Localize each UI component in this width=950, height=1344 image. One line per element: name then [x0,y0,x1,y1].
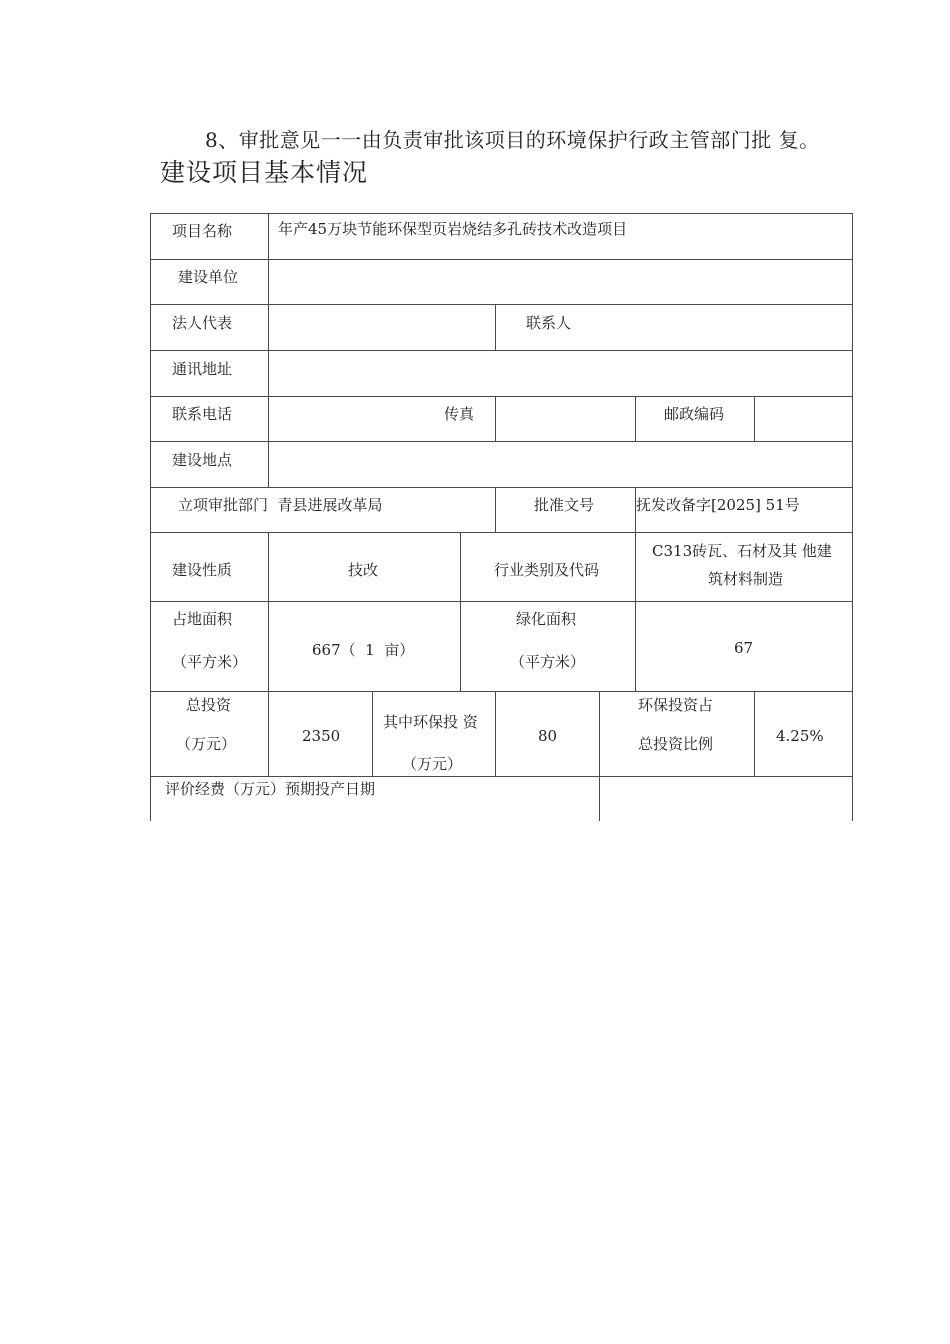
table-rule [150,776,853,777]
invest-value: 2350 [302,727,341,745]
table-rule [754,396,755,441]
contact-label: 联系人 [526,314,572,332]
invest-label-line2: （万元） [176,735,237,753]
postal-code-label: 邮政编码 [664,405,725,423]
table-rule [150,487,853,488]
industry-label: 行业类别及代码 [494,561,600,579]
table-rule [150,350,853,351]
project-name-label: 项目名称 [172,222,233,240]
table-rule [495,396,496,441]
nature-label: 建设性质 [172,561,233,579]
area-value: 667（ 1 亩） [312,641,415,659]
table-rule [372,691,373,776]
section-title: 建设项目基本情况 [160,158,369,187]
invest-label-line1: 总投资 [186,696,232,714]
area-label-line1: 占地面积 [172,610,233,628]
green-label-line2: （平方米） [510,653,586,671]
table-rule [268,213,269,487]
env-invest-label-line1: 其中环保投 资 [383,713,478,731]
nature-value: 技改 [348,561,379,579]
table-rule [150,304,853,305]
green-value: 67 [734,639,754,657]
table-rule [150,259,853,260]
evaluation-cost-and-date: 评价经费（万元）预期投产日期 [165,780,376,798]
ratio-label-line2: 总投资比例 [638,735,714,753]
table-rule [599,691,600,821]
table-rule [635,396,636,441]
ratio-label-line1: 环保投资占 [638,696,714,714]
approval-dept: 立项审批部门 青县进展改革局 [178,496,383,514]
table-rule [495,304,496,350]
table-rule [150,601,853,602]
table-rule [268,532,269,776]
area-label-line2: （平方米） [172,653,248,671]
green-label-line1: 绿化面积 [516,610,577,628]
table-rule [150,213,853,214]
ratio-value: 4.25% [776,727,824,745]
table-rule [150,532,853,533]
approval-no-label: 批准文号 [534,496,595,514]
construction-unit-label: 建设单位 [178,268,239,286]
table-rule [635,532,636,691]
table-rule [495,691,496,776]
intro-paragraph: 8、审批意见一一由负责审批该项目的环境保护行政主管部门批 复。 [205,128,820,152]
table-rule [460,532,461,691]
phone-label: 联系电话 [172,405,233,423]
address-label: 通讯地址 [172,360,233,378]
fax-label: 传真 [444,405,475,423]
site-label: 建设地点 [172,451,233,469]
env-invest-value: 80 [538,727,558,745]
project-name-value: 年产45万块节能环保型页岩烧结多孔砖技术改造项目 [278,220,628,238]
table-rule [754,691,755,776]
env-invest-label-line2: （万元） [402,755,463,773]
table-rule [150,441,853,442]
industry-value-line2: 筑材料制造 [708,570,784,588]
industry-value-line1: C313砖瓦、石材及其 他建 [652,542,832,560]
approval-no-value: 抚发改备字[2025] 51号 [636,496,800,514]
table-rule [495,487,496,532]
table-rule [150,691,853,692]
table-rule [150,396,853,397]
legal-rep-label: 法人代表 [172,314,233,332]
